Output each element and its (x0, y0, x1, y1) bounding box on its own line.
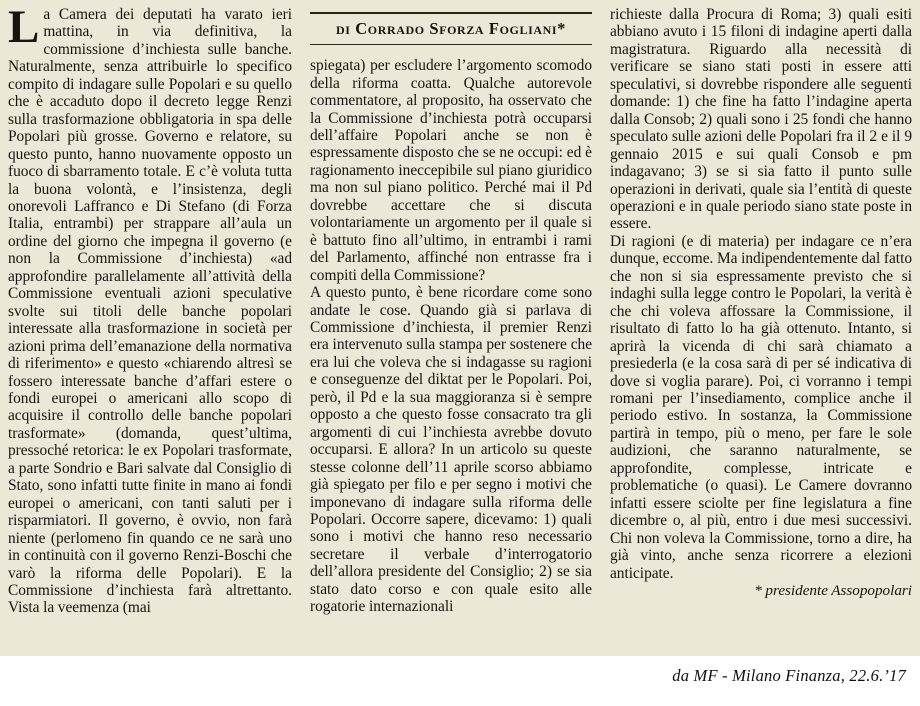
column-2-paragraph-1: spiegata) per escludere l’argomento scomodo della riforma coatta. Qualche autorevole commentatore, al proposito, ha osservato che la Commissione d’inchiesta potrà occuparsi dell’affaire Popolari anche se non è espressamente disposto che se ne occupi: ed è ragionamento ineccepibile sul piano giuridico ma non sul piano politico. Perché mai il Pd dovrebbe accettare che si discuta volontariamente un argomento per il quale si è battuto fino all’ultimo, in entrambi i rami del Parlamento, affinché non entrasse fra i compiti della Commissione? (310, 57, 592, 284)
source-attribution: da MF - Milano Finanza, 22.6.’17 (672, 666, 906, 685)
article-column-1 (8, 1, 308, 650)
column-3-paragraph-1: richieste dalla Procura di Roma; 3) quali esiti abbiano avuto i 15 filoni di indagine aperti dalla magistratura. Riguardo alla necessità di verificare se siano stati posti in essere atti speculativi, si dovrebbe rispondere alle seguenti domande: 1) che fine ha fatto l’indagine aperta dalla Consob; 2) quali sono i 25 fondi che hanno speculato sulle azioni delle Popolari fra il 2 e il 9 gennaio 2015 e sui quali Consob e pm indagavano; 3) se si sia fatto il punto sulle operazioni in derivati, quale sia l’entità di queste operazioni e in quale periodo siano state poste in essere. (610, 6, 912, 233)
article-columns (8, 1, 912, 650)
article-column-2 (308, 6, 608, 650)
author-footnote: * presidente Assopopolari (754, 581, 912, 599)
column-3-paragraph-2: Di ragioni (e di materia) per indagare ce n’era dunque, eccome. Ma indipendentemente dal fatto che non si sia espressamente previsto che si indaghi sulla legge contro le Popolari, la verità è che chi voleva affossare la Commissione, il risultato di fatto lo ha già ottenuto. Intanto, si aprirà la vicenda di chi sarà chiamato a presiederla (e la cosa sarà di per sé indicativa di dove si voglia parare). Poi, ci vorranno i tempi romani per l’insediamento, complice anche il periodo estivo. In sostanza, la Commissione partirà in tempo, più o meno, per fare le sole audizioni, che saranno naturalmente, se approfondite, complesse, intricate e problematiche (o quasi). Le Camere dovranno infatti essere sciolte per fine legislatura a fine dicembre o, al più, entro i due mesi successivi. Chi non voleva la Commissione, torno a dire, ha già vinto, anche senza ricorrere a elezioni anticipate. (610, 232, 912, 582)
column-1-text: a Camera dei deputati ha varato ieri mattina, in via definitiva, la commissione d’inchiesta sulle banche. Naturalmente, senza attribuirle lo specifico compito di indagare sulle Popolari e su quello che è accaduto dopo il decreto legge Renzi sulla trasformazione obbligatoria in spa delle Popolari più grosse. Governo e relatore, su questo punto, hanno nuovamente opposto un fuoco di sbarramento totale. E c’è voluta tutta la buona volontà, e l’insistenza, degli onorevoli Laffranco e Di Stefano (di Forza Italia, entrambi) per strappare all’aula un ordine del giorno che impegna il governo (e non la Commissione d’inchiesta) «ad approfondire parallelamente all’attività della Commissione eventuali azioni speculative svolte sui titoli delle banche popolari interessate alla trasformazione in società per azioni prima dell’emanazione della normativa di riferimento» e questo «chiarendo altresì se fossero interessate banche d’affari estere o fondi europei o americani allo scopo di acquisire il controllo delle banche popolari trasformate» (domanda, quest’ultima, pressoché retorica: le ex Popolari trasformate, a parte Sondrio e Bari salvate dal Consiglio di Stato, sono infatti tutte finite in mano ai fondi europei o americani, con tanti saluti per i risparmiatori. Il governo, è ovvio, non farà niente (perlomeno fin quando ce ne sarà uno in continuità con il governo Renzi-Boschi che varò la riforma delle Popolari). E la Commissione d’inchiesta farà altrettanto. Vista la veemenza (mai (8, 6, 292, 617)
byline: di Corrado Sforza Fogliani* (335, 18, 566, 38)
column-2-body (310, 57, 592, 616)
column-2-paragraph-2: A questo punto, è bene ricordare come sono andate le cose. Quando già si parlava di Commissione d’inchiesta, il premier Renzi era intervenuto sulla stampa per sostenere che era lui che voleva che si indagasse su ragioni e conseguenze del diktat per le Popolari. Poi, però, il Pd e la sua maggioranza si è sempre opposto a che questo fosse consacrato tra gli argomenti di cui l’inchiesta avrebbe dovuto occuparsi. E allora? In un articolo su queste stesse colonne dell’11 aprile scorso abbiamo già spiegato per filo e per segno i motivi che imponevano di indagare sulla riforma delle Popolari. Occorre sapere, dicevamo: 1) quali sono i motivi che hanno reso necessario secretare il verbale d’interrogatorio dell’allora presidente del Consiglio; 2) se sia stato dato corso e con quale esito alle rogatorie internazionali (310, 284, 592, 616)
drop-cap: L (8, 1, 40, 53)
byline-rule-bottom (310, 44, 592, 46)
article-column-3 (608, 6, 912, 650)
byline-block (310, 12, 592, 45)
column-3-body (610, 6, 912, 599)
column-1-body (8, 1, 292, 617)
